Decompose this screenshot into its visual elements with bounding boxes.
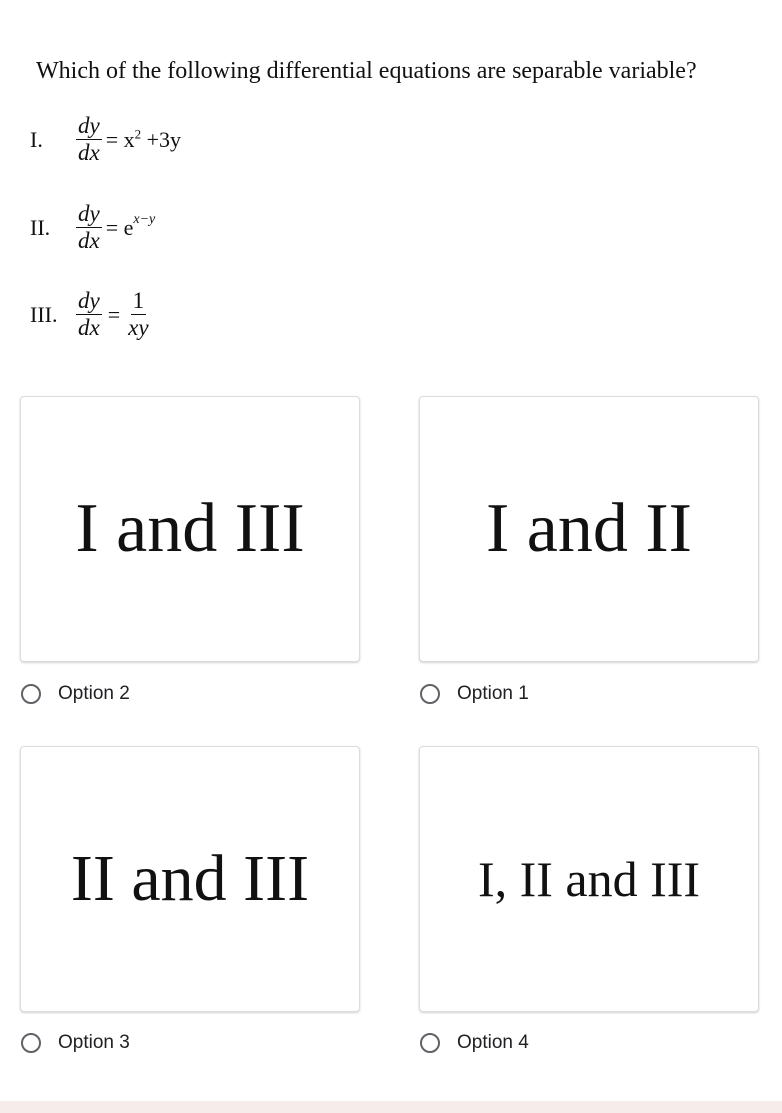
equation-1-rhs bbox=[106, 127, 181, 153]
option-card-1-image[interactable] bbox=[419, 396, 759, 662]
bottom-divider bbox=[0, 1101, 782, 1113]
option-3-choice[interactable] bbox=[21, 1032, 130, 1054]
option-4-radio[interactable] bbox=[420, 1033, 440, 1053]
equation-3-rhs-fraction bbox=[126, 288, 150, 342]
equation-3-equals: = bbox=[107, 301, 121, 327]
option-2-label: Option 2 bbox=[58, 683, 130, 704]
option-4-label: Option 4 bbox=[457, 1032, 529, 1053]
equation-3-rhs-numerator: 1 bbox=[131, 288, 147, 315]
option-card-1-text: I and II bbox=[485, 490, 692, 567]
equation-2-numerator: dy bbox=[76, 201, 102, 228]
equation-2 bbox=[30, 201, 155, 255]
equation-3-numerator: dy bbox=[76, 288, 102, 315]
equation-1 bbox=[30, 113, 181, 167]
equation-2-fraction bbox=[76, 201, 102, 255]
equation-2-rhs bbox=[105, 211, 156, 241]
equation-3-label: III. bbox=[30, 301, 58, 327]
equation-1-numerator: dy bbox=[76, 113, 102, 140]
option-2-radio[interactable] bbox=[21, 684, 41, 704]
option-card-2-image[interactable] bbox=[20, 396, 360, 662]
equation-3-fraction bbox=[76, 288, 102, 342]
option-card-3-text: II and III bbox=[70, 842, 310, 915]
equation-2-denominator: dx bbox=[78, 228, 100, 254]
equation-1-rhs-rest: +3y bbox=[141, 126, 182, 152]
equation-2-label: II. bbox=[30, 214, 51, 240]
question-text: Which of the following differential equations are separable variable? bbox=[36, 58, 697, 84]
equation-1-label: I. bbox=[30, 126, 43, 152]
option-3-label: Option 3 bbox=[58, 1032, 130, 1053]
equation-1-rhs-base: = x bbox=[105, 126, 135, 152]
option-card-4-image[interactable] bbox=[419, 746, 759, 1012]
equation-2-rhs-sup: x−y bbox=[133, 211, 156, 227]
option-1-radio[interactable] bbox=[420, 684, 440, 704]
equation-3-denominator: dx bbox=[78, 315, 100, 341]
equation-2-rhs-base: = e bbox=[105, 214, 134, 240]
equation-1-rhs-sup: 2 bbox=[134, 126, 142, 142]
option-3-radio[interactable] bbox=[21, 1033, 41, 1053]
option-1-label: Option 1 bbox=[457, 683, 529, 704]
option-card-3-image[interactable] bbox=[20, 746, 360, 1012]
equation-3-rhs-denominator: xy bbox=[128, 315, 149, 341]
option-card-4-text: I, II and III bbox=[477, 851, 701, 907]
equation-1-fraction bbox=[76, 113, 102, 167]
option-4-choice[interactable] bbox=[420, 1032, 529, 1054]
equation-3 bbox=[30, 288, 151, 342]
option-1-choice[interactable] bbox=[420, 683, 529, 705]
equation-1-denominator: dx bbox=[78, 140, 100, 166]
option-card-2-text: I and III bbox=[75, 490, 305, 567]
option-2-choice[interactable] bbox=[21, 683, 130, 705]
